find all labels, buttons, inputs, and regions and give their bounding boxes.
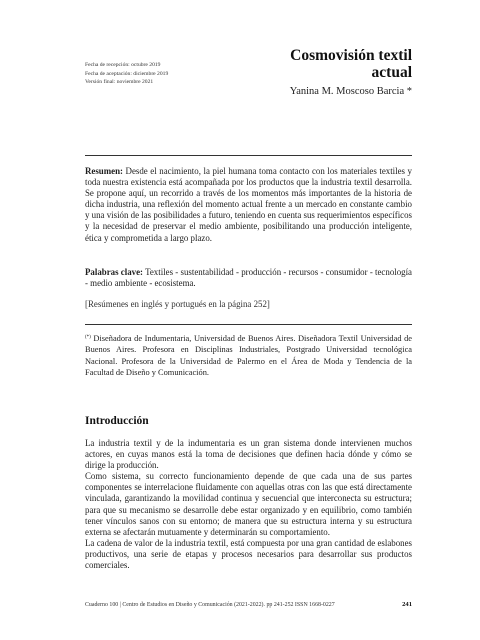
page-number: 241 [402, 601, 412, 608]
article-author: Yanina M. Moscoso Barcia * [289, 86, 412, 97]
abstract [85, 166, 412, 244]
keywords [85, 267, 412, 289]
footnote-text: Diseñadora de Indumentaria, Universidad de Buenos Aires. Diseñadora Textil Universidad de Buenos Aires. Profesora en Disciplinas Industriales, Postgrado Universidad tecnológica Nacional. Profesora de la Universidad de Palermo en el Área de Moda y Tendencia de la Facultad de Diseño y Comunicación. [85, 334, 412, 378]
keywords-text: Textiles - sustentabilidad - producción - recursos - consumidor - tecnología - medio ambiente - ecosistema. [85, 267, 412, 289]
page-footer [85, 602, 412, 608]
paragraph: La industria textil y de la indumentaria es un gran sistema donde intervienen muchos actores, en cuyas manos está la toma de decisiones que definen hacia dónde y cómo se dirige la producción. [85, 438, 412, 471]
abstract-text: Desde el nacimiento, la piel humana toma contacto con los materiales textiles y toda nuestra existencia está acompañada por los productos que la industria textil desarrolla. Se propone aquí, un recorrido a través de los momentos más importantes de la historia de dicha industria, una reflexión del momento actual frente a un mercado en constante cambio y una visión de las posibilidades a futuro, teniendo en cuenta sus requerimientos específicos y la necesidad de preservar el medio ambiente, posibilitando una producción inteligente, ética y comprometida a largo plazo. [85, 166, 412, 243]
article-dates [85, 61, 168, 87]
received-date: Fecha de recepción: octubre 2019 [85, 62, 161, 68]
paragraph: Como sistema, su correcto funcionamiento depende de que cada una de sus partes componentes se interrelacione fluidamente con aquellas otras con las que está directamente vinculada, garantizando la movilidad continua y secuencial que interconecta su estructura; para que su mecanismo se desarrolle debe estar organizado y en equilibrio, como también tener vínculos sanos con su entorno; de manera que su estructura interna y su estructura externa se afectarán mutuamente y determinarán su comportamiento. [85, 471, 412, 537]
footnote-divider [85, 324, 412, 325]
article-title-line-2: actual [371, 63, 412, 81]
paragraph: La cadena de valor de la industria textil, está compuesta por una gran cantidad de eslabones productivos, una serie de etapas y procesos necesarios para desarrollar sus productos comerciales. [85, 537, 412, 571]
article-title [290, 48, 412, 81]
author-footnote [85, 332, 412, 379]
final-version-date: Versión final: noviembre 2021 [85, 79, 154, 86]
section-body [85, 438, 412, 571]
footer-citation: Cuaderno 100 | Centro de Estudios en Diseño y Comunicación (2021-2022). pp 241-252 ISSN 1668-0227 [85, 602, 335, 608]
resumenes-reference: [Resúmenes en inglés y portugués en la página 252] [85, 299, 270, 309]
article-title-line-1: Cosmovisión textil [290, 47, 412, 64]
keywords-label: Palabras clave: [85, 267, 143, 277]
section-title: Introducción [85, 415, 149, 427]
accepted-date: Fecha de aceptación: diciembre 2019 [85, 70, 169, 77]
abstract-label: Resumen: [85, 166, 123, 176]
top-divider [85, 155, 412, 156]
footnote-marker: (*) [85, 335, 91, 340]
